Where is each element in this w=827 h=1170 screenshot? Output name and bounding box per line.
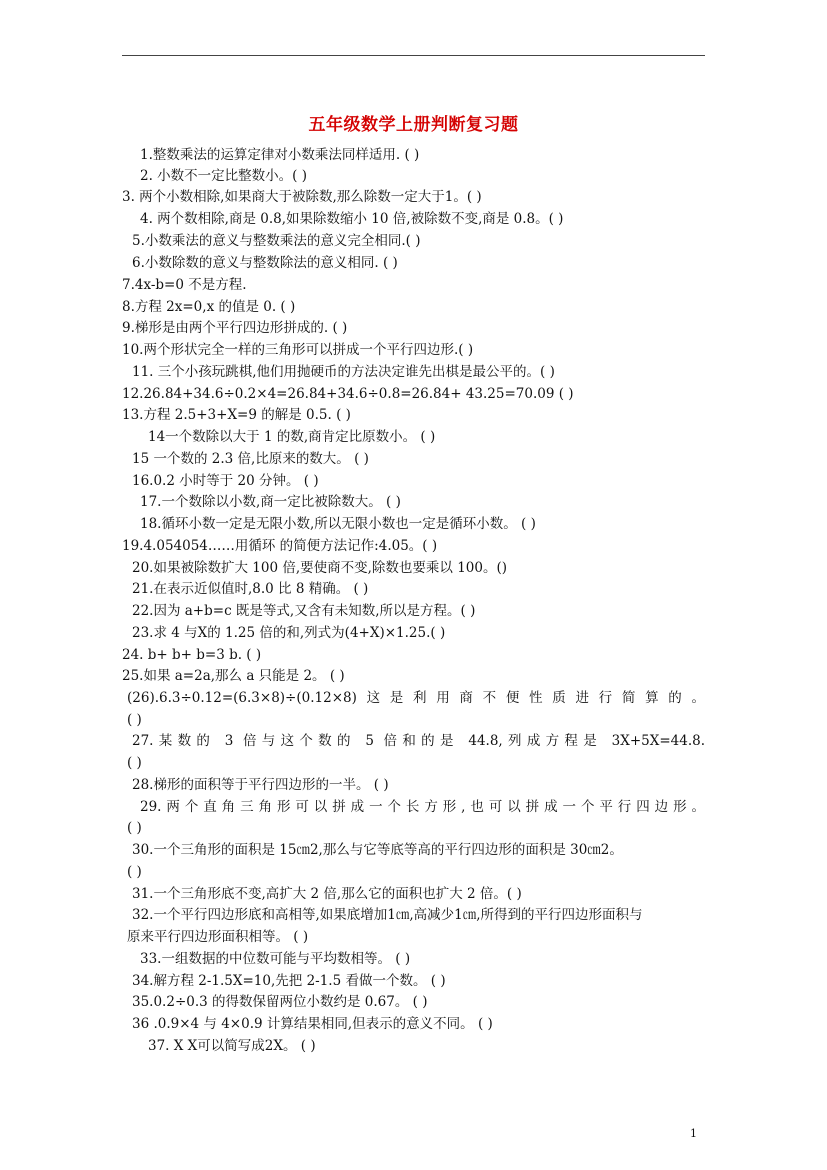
question-12: 12.26.84+34.6÷0.2×4=26.84+34.6÷0.8=26.84+ 43.25=70.09 ( )	[122, 386, 574, 402]
question-16: 16.0.2 小时等于 20 分钟。 ( )	[132, 473, 319, 489]
question-13: 13.方程 2.5+3+X=9 的解是 0.5. ( )	[122, 407, 351, 423]
question-11: 11. 三个小孩玩跳棋,他们用抛硬币的方法决定谁先出棋是最公平的。( )	[132, 364, 555, 380]
question-30-answer: ( )	[127, 864, 142, 880]
question-34: 34.解方程 2-1.5X=10,先把 2-1.5 看做一个数。 ( )	[132, 973, 446, 989]
question-17: 17.一个数除以小数,商一定比被除数大。 ( )	[140, 494, 401, 510]
question-4: 4. 两个数相除,商是 0.8,如果除数缩小 10 倍,被除数不变,商是 0.8。( )	[140, 211, 564, 227]
question-28: 28.梯形的面积等于平行四边形的一半。 ( )	[132, 777, 389, 793]
question-2: 2. 小数不一定比整数小。( )	[140, 168, 307, 184]
question-9: 9.梯形是由两个平行四边形拼成的. ( )	[122, 320, 348, 336]
question-30: 30.一个三角形的面积是 15㎝2,那么与它等底等高的平行四边形的面积是 30㎝2。	[132, 842, 623, 858]
question-26: (26).6.3÷0.12=(6.3×8)÷(0.12×8)这是利用商不便性质进行简算的。	[127, 690, 705, 706]
question-32: 32.一个平行四边形底和高相等,如果底增加1㎝,高减少1㎝,所得到的平行四边形面积与	[132, 907, 643, 923]
question-36: 36 .0.9×4 与 4×0.9 计算结果相同,但表示的意义不同。 ( )	[132, 1016, 493, 1032]
question-15: 15 一个数的 2.3 倍,比原来的数大。 ( )	[132, 451, 369, 467]
question-32-continued: 原来平行四边形面积相等。 ( )	[127, 929, 309, 945]
question-22: 22.因为 a+b=c 既是等式,又含有未知数,所以是方程。( )	[132, 603, 476, 619]
question-23: 23.求 4 与X的 1.25 倍的和,列式为(4+X)×1.25.( )	[132, 625, 446, 641]
question-20: 20.如果被除数扩大 100 倍,要使商不变,除数也要乘以 100。()	[132, 560, 507, 576]
question-25: 25.如果 a=2a,那么 a 只能是 2。 ( )	[122, 668, 345, 684]
question-26-answer: ( )	[127, 712, 142, 728]
question-33: 33.一组数据的中位数可能与平均数相等。 ( )	[140, 951, 411, 967]
page-number: 1	[690, 1127, 697, 1140]
question-27: 27.某数的 3 倍与这个数的 5 倍和的是 44.8,列成方程是 3X+5X=44.8.	[132, 733, 705, 749]
question-1: 1.整数乘法的运算定律对小数乘法同样适用. ( )	[140, 147, 420, 163]
question-29-answer: ( )	[127, 820, 142, 836]
question-35: 35.0.2÷0.3 的得数保留两位小数约是 0.67。 ( )	[132, 994, 428, 1010]
question-5: 5.小数乘法的意义与整数乘法的意义完全相同.( )	[132, 233, 421, 249]
page-title: 五年级数学上册判断复习题	[308, 115, 519, 135]
question-29: 29.两个直角三角形可以拼成一个长方形,也可以拼成一个平行四边形。	[140, 799, 705, 815]
question-6: 6.小数除数的意义与整数除法的意义相同. ( )	[132, 255, 398, 271]
question-10: 10.两个形状完全一样的三角形可以拼成一个平行四边形.( )	[122, 342, 474, 358]
question-3: 3. 两个小数相除,如果商大于被除数,那么除数一定大于1。( )	[122, 189, 482, 205]
header-rule	[122, 55, 705, 56]
question-14: 14一个数除以大于 1 的数,商肯定比原数小。 ( )	[148, 429, 436, 445]
question-21: 21.在表示近似值时,8.0 比 8 精确。 ( )	[132, 581, 369, 597]
question-19: 19.4.054054……用循环 的简便方法记作:4.05。( )	[122, 538, 438, 554]
question-24: 24. b+ b+ b=3 b. ( )	[122, 647, 262, 663]
question-18: 18.循环小数一定是无限小数,所以无限小数也一定是循环小数。 ( )	[140, 516, 536, 532]
question-37: 37. X X可以简写成2X。 ( )	[148, 1038, 316, 1054]
question-31: 31.一个三角形底不变,高扩大 2 倍,那么它的面积也扩大 2 倍。( )	[132, 886, 522, 902]
question-8: 8.方程 2x=0,x 的值是 0. ( )	[122, 299, 296, 315]
question-27-answer: ( )	[127, 755, 142, 771]
question-7: 7.4x-b=0 不是方程.	[122, 277, 247, 293]
